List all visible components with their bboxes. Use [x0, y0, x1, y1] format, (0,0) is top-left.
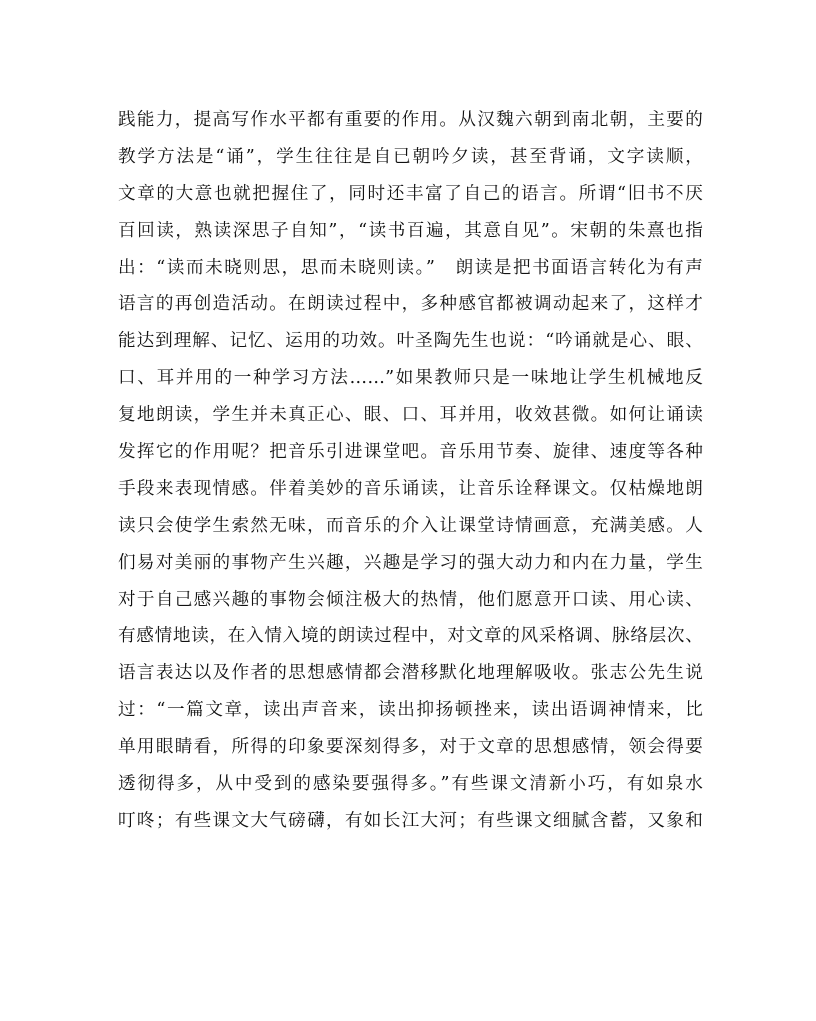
text-line-9: 复地朗读，学生并未真正心、眼、口、耳并用，收效甚微。如何让诵读	[118, 405, 703, 426]
text-line-15: 有感情地读，在入情入境的朗读过程中，对文章的风采格调、脉络层次、	[118, 626, 703, 647]
text-line-2: 教学方法是“诵”，学生往往是自已朝吟夕读，甚至背诵，文字读顺，	[118, 146, 703, 167]
text-line-8: 口、耳并用的一种学习方法……”如果教师只是一味地让学生机械地反	[118, 368, 703, 389]
text-line-17: 过：“一篇文章，读出声音来，读出抑扬顿挫来，读出语调神情来，比	[118, 700, 703, 721]
text-line-6: 语言的再创造活动。在朗读过程中，多种感官都被调动起来了，这样才	[118, 294, 703, 315]
text-line-11: 手段来表现情感。伴着美妙的音乐诵读，让音乐诠释课文。仅枯燥地朗	[118, 478, 703, 499]
text-line-5: 出：“读而未晓则思，思而未晓则读。” 朗读是把书面语言转化为有声	[118, 257, 703, 278]
text-line-14: 对于自己感兴趣的事物会倾注极大的热情，他们愿意开口读、用心读、	[118, 589, 703, 610]
text-line-12: 读只会使学生索然无味，而音乐的介入让课堂诗情画意，充满美感。人	[118, 515, 703, 536]
text-line-7: 能达到理解、记忆、运用的功效。叶圣陶先生也说：“吟诵就是心、眼、	[118, 331, 703, 352]
text-line-13: 们易对美丽的事物产生兴趣，兴趣是学习的强大动力和内在力量，学生	[118, 552, 703, 573]
text-line-3: 文章的大意也就把握住了，同时还丰富了自己的语言。所谓“旧书不厌	[118, 183, 703, 204]
body-text	[118, 102, 703, 840]
text-line-20: 叮咚；有些课文大气磅礴，有如长江大河；有些课文细腻含蓄，又象和	[118, 810, 703, 831]
text-line-18: 单用眼睛看，所得的印象要深刻得多，对于文章的思想感情，领会得要	[118, 737, 703, 758]
text-line-4: 百回读，熟读深思子自知”，“读书百遍，其意自见”。宋朝的朱熹也指	[118, 220, 703, 241]
text-line-10: 发挥它的作用呢？把音乐引进课堂吧。音乐用节奏、旋律、速度等各种	[118, 442, 703, 463]
text-line-19: 透彻得多，从中受到的感染要强得多。”有些课文清新小巧，有如泉水	[118, 774, 703, 795]
text-line-16: 语言表达以及作者的思想感情都会潜移默化地理解吸收。张志公先生说	[118, 663, 703, 684]
text-line-1: 践能力，提高写作水平都有重要的作用。从汉魏六朝到南北朝，主要的	[118, 110, 703, 130]
